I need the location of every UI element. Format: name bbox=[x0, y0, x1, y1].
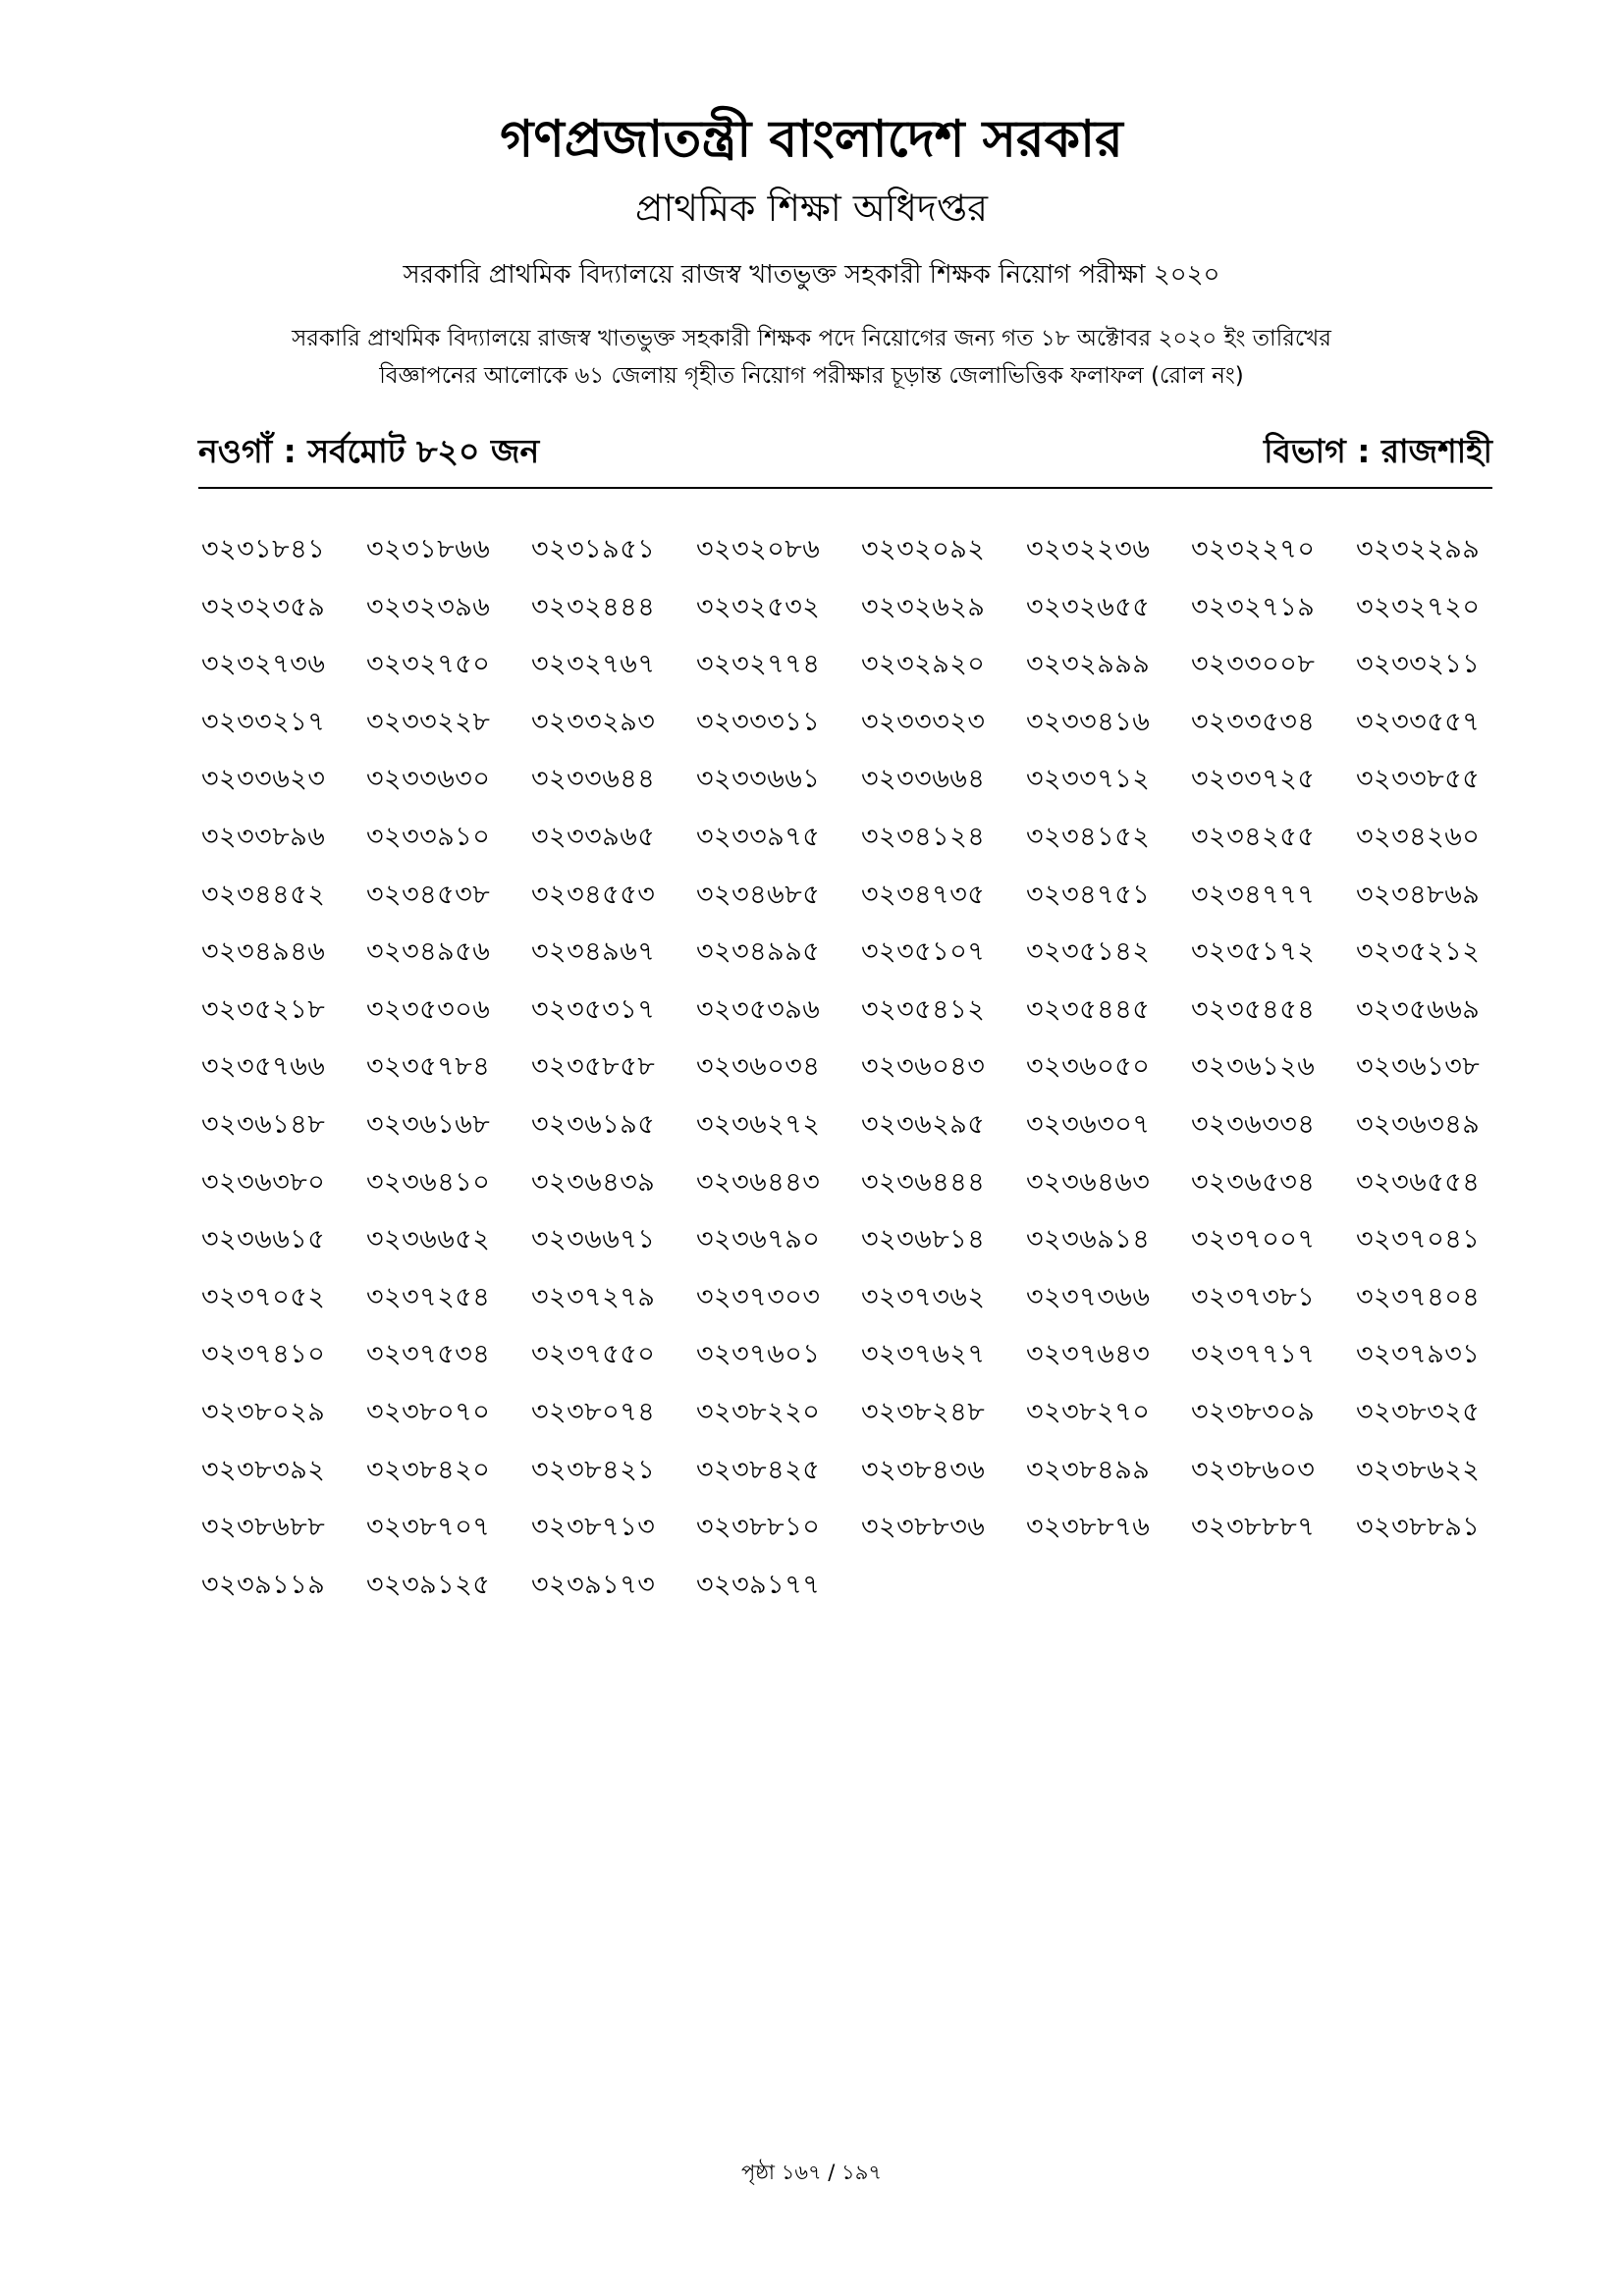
roll-number: ৩২৩৭৭১৭ bbox=[1191, 1339, 1316, 1370]
roll-number: ৩২৩২২৩৬ bbox=[1026, 534, 1151, 564]
roll-number: ৩২৩৮৪২০ bbox=[366, 1454, 491, 1485]
division-name: বিভাগ : রাজশাহী bbox=[1264, 432, 1492, 470]
roll-number: ৩২৩৭২৭৯ bbox=[531, 1281, 656, 1312]
roll-number: ৩২৩২৭৩৬ bbox=[201, 649, 326, 680]
roll-number: ৩২৩৪৯৪৬ bbox=[201, 936, 326, 968]
roll-number: ৩২৩৯১২৫ bbox=[366, 1569, 491, 1600]
roll-number: ৩২৩৪৫৫৩ bbox=[531, 879, 656, 910]
exam-description-line-1: সরকারি প্রাথমিক বিদ্যালয়ে রাজস্ব খাতভুক্ত সহকারী শিক্ষক পদে নিয়োগের জন্য গত ১৮ অক্টোবর ২০২০ ইং তারিখের bbox=[292, 326, 1331, 351]
roll-number: ৩২৩৩৯৭৫ bbox=[696, 821, 821, 852]
roll-number-grid bbox=[201, 530, 1507, 1623]
roll-number: ৩২৩৮৬০৩ bbox=[1191, 1454, 1316, 1485]
roll-number: ৩২৩৩৯৬৫ bbox=[531, 821, 656, 852]
roll-number: ৩২৩৮৮৭৬ bbox=[1026, 1512, 1151, 1543]
roll-number: ৩২৩৬৬৭১ bbox=[531, 1224, 656, 1255]
roll-number: ৩২৩২২৯৯ bbox=[1356, 534, 1481, 564]
roll-number: ৩২৩৩৮৯৬ bbox=[201, 821, 326, 852]
roll-number: ৩২৩৫৪৫৪ bbox=[1191, 993, 1316, 1025]
roll-number: ৩২৩৬৩৪৯ bbox=[1356, 1108, 1481, 1140]
district-total: নওগাঁ : সর্বমোট ৮২০ জন bbox=[198, 432, 540, 470]
roll-number: ৩২৩২০৯২ bbox=[861, 534, 986, 564]
district-header bbox=[198, 424, 1492, 489]
government-title: গণপ্রজাতন্ত্রী বাংলাদেশ সরকার bbox=[500, 110, 1123, 169]
roll-number: ৩২৩৬০৫০ bbox=[1026, 1051, 1151, 1083]
roll-number: ৩২৩৭০৫২ bbox=[201, 1281, 326, 1312]
roll-number: ৩২৩৯১১৯ bbox=[201, 1569, 326, 1600]
roll-number: ৩২৩২৭৬৭ bbox=[531, 649, 656, 680]
roll-number: ৩২৩৯১৭৭ bbox=[696, 1569, 821, 1600]
roll-number: ৩২৩৭৩৮১ bbox=[1191, 1281, 1316, 1312]
roll-number: ৩২৩৩২১৭ bbox=[201, 706, 326, 737]
roll-number: ৩২৩১৮৬৬ bbox=[366, 534, 491, 564]
roll-number: ৩২৩৬১৪৮ bbox=[201, 1108, 326, 1140]
roll-number: ৩২৩২৭৫০ bbox=[366, 649, 491, 680]
roll-number: ৩২৩৪৭৭৭ bbox=[1191, 879, 1316, 910]
roll-number: ৩২৩২৯২০ bbox=[861, 649, 986, 680]
roll-number: ৩২৩৫১৪২ bbox=[1026, 936, 1151, 968]
roll-number: ৩২৩৮৩০৯ bbox=[1191, 1396, 1316, 1427]
roll-number: ৩২৩৩২৯৩ bbox=[531, 706, 656, 737]
roll-number: ৩২৩২৬৫৫ bbox=[1026, 591, 1151, 622]
roll-number: ৩২৩৮৩২৫ bbox=[1356, 1396, 1481, 1427]
roll-number: ৩২৩৮৬২২ bbox=[1356, 1454, 1481, 1485]
roll-number: ৩২৩৩৬৬৪ bbox=[861, 764, 986, 795]
roll-number: ৩২৩৮৬৮৮ bbox=[201, 1512, 326, 1543]
roll-number: ৩২৩৬৪৪৪ bbox=[861, 1166, 986, 1198]
roll-number: ৩২৩৮৪৩৬ bbox=[861, 1454, 986, 1485]
roll-number: ৩২৩৩৪১৬ bbox=[1026, 706, 1151, 737]
roll-number: ৩২৩৪৮৬৯ bbox=[1356, 879, 1481, 910]
roll-number: ৩২৩৫৭৬৬ bbox=[201, 1051, 326, 1083]
roll-number: ৩২৩৪৯৫৬ bbox=[366, 936, 491, 968]
roll-number: ৩২৩৮০৭৪ bbox=[531, 1396, 656, 1427]
roll-number: ৩২৩৬৩৩৪ bbox=[1191, 1108, 1316, 1140]
roll-number: ৩২৩৫১০৭ bbox=[861, 936, 986, 968]
roll-number: ৩২৩২৩৫৯ bbox=[201, 591, 326, 622]
roll-number: ৩২৩৪৪৫২ bbox=[201, 879, 326, 910]
roll-number: ৩২৩৪২৫৫ bbox=[1191, 821, 1316, 852]
roll-number: ৩২৩৮০২৯ bbox=[201, 1396, 326, 1427]
roll-number: ৩২৩৪৬৮৫ bbox=[696, 879, 821, 910]
roll-number: ৩২৩৫৩১৭ bbox=[531, 993, 656, 1025]
roll-number: ৩২৩৯১৭৩ bbox=[531, 1569, 656, 1600]
roll-number: ৩২৩৭৬২৭ bbox=[861, 1339, 986, 1370]
roll-number: ৩২৩৪২৬০ bbox=[1356, 821, 1481, 852]
exam-description bbox=[0, 320, 1623, 395]
roll-number: ৩২৩৮৩৯২ bbox=[201, 1454, 326, 1485]
roll-number: ৩২৩৬২৯৫ bbox=[861, 1108, 986, 1140]
roll-number: ৩২৩৩৬৬১ bbox=[696, 764, 821, 795]
roll-number: ৩২৩৮০৭০ bbox=[366, 1396, 491, 1427]
roll-number: ৩২৩৫৭৮৪ bbox=[366, 1051, 491, 1083]
roll-number: ৩২৩৩৬২৩ bbox=[201, 764, 326, 795]
roll-number: ৩২৩২৩৯৬ bbox=[366, 591, 491, 622]
roll-number: ৩২৩৬৭৯০ bbox=[696, 1224, 821, 1255]
roll-number: ৩২৩৬৪৬৩ bbox=[1026, 1166, 1151, 1198]
roll-number: ৩২৩৮৮১০ bbox=[696, 1512, 821, 1543]
roll-number: ৩২৩২৬২৯ bbox=[861, 591, 986, 622]
roll-number: ৩২৩৮২২০ bbox=[696, 1396, 821, 1427]
roll-number: ৩২৩৪৯৬৭ bbox=[531, 936, 656, 968]
roll-number: ৩২৩৬৪৩৯ bbox=[531, 1166, 656, 1198]
roll-number: ৩২৩৩৫৩৪ bbox=[1191, 706, 1316, 737]
roll-number: ৩২৩৬৫৫৪ bbox=[1356, 1166, 1481, 1198]
roll-number: ৩২৩৩৬৪৪ bbox=[531, 764, 656, 795]
roll-number: ৩২৩৩০০৮ bbox=[1191, 649, 1316, 680]
roll-number: ৩২৩৩২২৮ bbox=[366, 706, 491, 737]
roll-number: ৩২৩২৯৯৯ bbox=[1026, 649, 1151, 680]
roll-number: ৩২৩৪৭৩৫ bbox=[861, 879, 986, 910]
roll-number: ৩২৩২০৮৬ bbox=[696, 534, 821, 564]
roll-number: ৩২৩৩৩১১ bbox=[696, 706, 821, 737]
roll-number: ৩২৩৮৪২৫ bbox=[696, 1454, 821, 1485]
roll-number: ৩২৩৬৯১৪ bbox=[1026, 1224, 1151, 1255]
roll-number: ৩২৩৭৩৬৬ bbox=[1026, 1281, 1151, 1312]
roll-number: ৩২৩৭৩৬২ bbox=[861, 1281, 986, 1312]
roll-number: ৩২৩৬৪৪৩ bbox=[696, 1166, 821, 1198]
roll-number: ৩২৩৬৬৫২ bbox=[366, 1224, 491, 1255]
exam-title: সরকারি প্রাথমিক বিদ্যালয়ে রাজস্ব খাতভুক্ত সহকারী শিক্ষক নিয়োগ পরীক্ষা ২০২০ bbox=[403, 260, 1220, 290]
roll-number: ৩২৩৩৮৫৫ bbox=[1356, 764, 1481, 795]
roll-number: ৩২৩৬৬১৫ bbox=[201, 1224, 326, 1255]
roll-number: ৩২৩৮৪২১ bbox=[531, 1454, 656, 1485]
roll-number: ৩২৩২২৭০ bbox=[1191, 534, 1316, 564]
roll-number: ৩২৩৬৫৩৪ bbox=[1191, 1166, 1316, 1198]
roll-number: ৩২৩২৫৩২ bbox=[696, 591, 821, 622]
roll-number: ৩২৩৮৮৮৭ bbox=[1191, 1512, 1316, 1543]
roll-number: ৩২৩৭৪১০ bbox=[201, 1339, 326, 1370]
roll-number: ৩২৩৭৫৩৪ bbox=[366, 1339, 491, 1370]
roll-number: ৩২৩৩৫৫৭ bbox=[1356, 706, 1481, 737]
roll-number: ৩২৩৫২১২ bbox=[1356, 936, 1481, 968]
roll-number: ৩২৩৬১৬৮ bbox=[366, 1108, 491, 1140]
roll-number: ৩২৩৮৮৩৬ bbox=[861, 1512, 986, 1543]
roll-number: ৩২৩৬১২৬ bbox=[1191, 1051, 1316, 1083]
roll-number: ৩২৩৮২৭০ bbox=[1026, 1396, 1151, 1427]
roll-number: ৩২৩৪৯৯৫ bbox=[696, 936, 821, 968]
roll-number: ৩২৩৬২৭২ bbox=[696, 1108, 821, 1140]
roll-number: ৩২৩৮৭০৭ bbox=[366, 1512, 491, 1543]
roll-number: ৩২৩৫৬৬৯ bbox=[1356, 993, 1481, 1025]
roll-number: ৩২৩৩২১১ bbox=[1356, 649, 1481, 680]
roll-number: ৩২৩২৭৭৪ bbox=[696, 649, 821, 680]
roll-number: ৩২৩৪১৫২ bbox=[1026, 821, 1151, 852]
roll-number: ৩২৩৩৬৩০ bbox=[366, 764, 491, 795]
roll-number: ৩২৩৫২১৮ bbox=[201, 993, 326, 1025]
roll-number: ৩২৩৪৫৩৮ bbox=[366, 879, 491, 910]
roll-number: ৩২৩৫৩৯৬ bbox=[696, 993, 821, 1025]
roll-number: ৩২৩৬১৯৫ bbox=[531, 1108, 656, 1140]
roll-number: ৩২৩৬০৪৩ bbox=[861, 1051, 986, 1083]
roll-number: ৩২৩৩৭১২ bbox=[1026, 764, 1151, 795]
roll-number: ৩২৩৮২৪৮ bbox=[861, 1396, 986, 1427]
roll-number: ৩২৩৮৮৯১ bbox=[1356, 1512, 1481, 1543]
roll-number: ৩২৩৭৪০৪ bbox=[1356, 1281, 1481, 1312]
page-number: পৃষ্ঠা ১৬৭ / ১৯৭ bbox=[741, 2161, 882, 2184]
roll-number: ৩২৩৬৩০৭ bbox=[1026, 1108, 1151, 1140]
roll-number: ৩২৩৭৬৪৩ bbox=[1026, 1339, 1151, 1370]
roll-number: ৩২৩৬৩৮০ bbox=[201, 1166, 326, 1198]
roll-number: ৩২৩৫৩০৬ bbox=[366, 993, 491, 1025]
roll-number: ৩২৩৬১৩৮ bbox=[1356, 1051, 1481, 1083]
roll-number: ৩২৩৭০৪১ bbox=[1356, 1224, 1481, 1255]
department-title: প্রাথমিক শিক্ষা অধিদপ্তর bbox=[634, 187, 989, 230]
roll-number: ৩২৩৫৪১২ bbox=[861, 993, 986, 1025]
roll-number: ৩২৩৩৩২৩ bbox=[861, 706, 986, 737]
roll-number: ৩২৩৭৬০১ bbox=[696, 1339, 821, 1370]
exam-description-line-2: বিজ্ঞাপনের আলোকে ৬১ জেলায় গৃহীত নিয়োগ পরীক্ষার চূড়ান্ত জেলাভিত্তিক ফলাফল (রোল নং) bbox=[379, 363, 1244, 389]
roll-number: ৩২৩৬০৩৪ bbox=[696, 1051, 821, 1083]
roll-number: ৩২৩৩৯১০ bbox=[366, 821, 491, 852]
roll-number: ৩২৩৭৩০৩ bbox=[696, 1281, 821, 1312]
roll-number: ৩২৩৪১২৪ bbox=[861, 821, 986, 852]
roll-number: ৩২৩৫১৭২ bbox=[1191, 936, 1316, 968]
roll-number: ৩২৩৭০০৭ bbox=[1191, 1224, 1316, 1255]
roll-number: ৩২৩৫৪৪৫ bbox=[1026, 993, 1151, 1025]
roll-number: ৩২৩৫৮৫৮ bbox=[531, 1051, 656, 1083]
roll-number: ৩২৩৭৫৫০ bbox=[531, 1339, 656, 1370]
roll-number: ৩২৩৮৪৯৯ bbox=[1026, 1454, 1151, 1485]
roll-number: ৩২৩৮৭১৩ bbox=[531, 1512, 656, 1543]
roll-number: ৩২৩২৭২০ bbox=[1356, 591, 1481, 622]
roll-number: ৩২৩৭২৫৪ bbox=[366, 1281, 491, 1312]
roll-number: ৩২৩৪৭৫১ bbox=[1026, 879, 1151, 910]
roll-number: ৩২৩১৮৪১ bbox=[201, 534, 326, 564]
roll-number: ৩২৩৭৯৩১ bbox=[1356, 1339, 1481, 1370]
roll-number: ৩২৩৬৪১০ bbox=[366, 1166, 491, 1198]
roll-number: ৩২৩৩৭২৫ bbox=[1191, 764, 1316, 795]
roll-number: ৩২৩২৭১৯ bbox=[1191, 591, 1316, 622]
roll-number: ৩২৩৬৮১৪ bbox=[861, 1224, 986, 1255]
roll-number: ৩২৩১৯৫১ bbox=[531, 534, 656, 564]
roll-number: ৩২৩২৪৪৪ bbox=[531, 591, 656, 622]
